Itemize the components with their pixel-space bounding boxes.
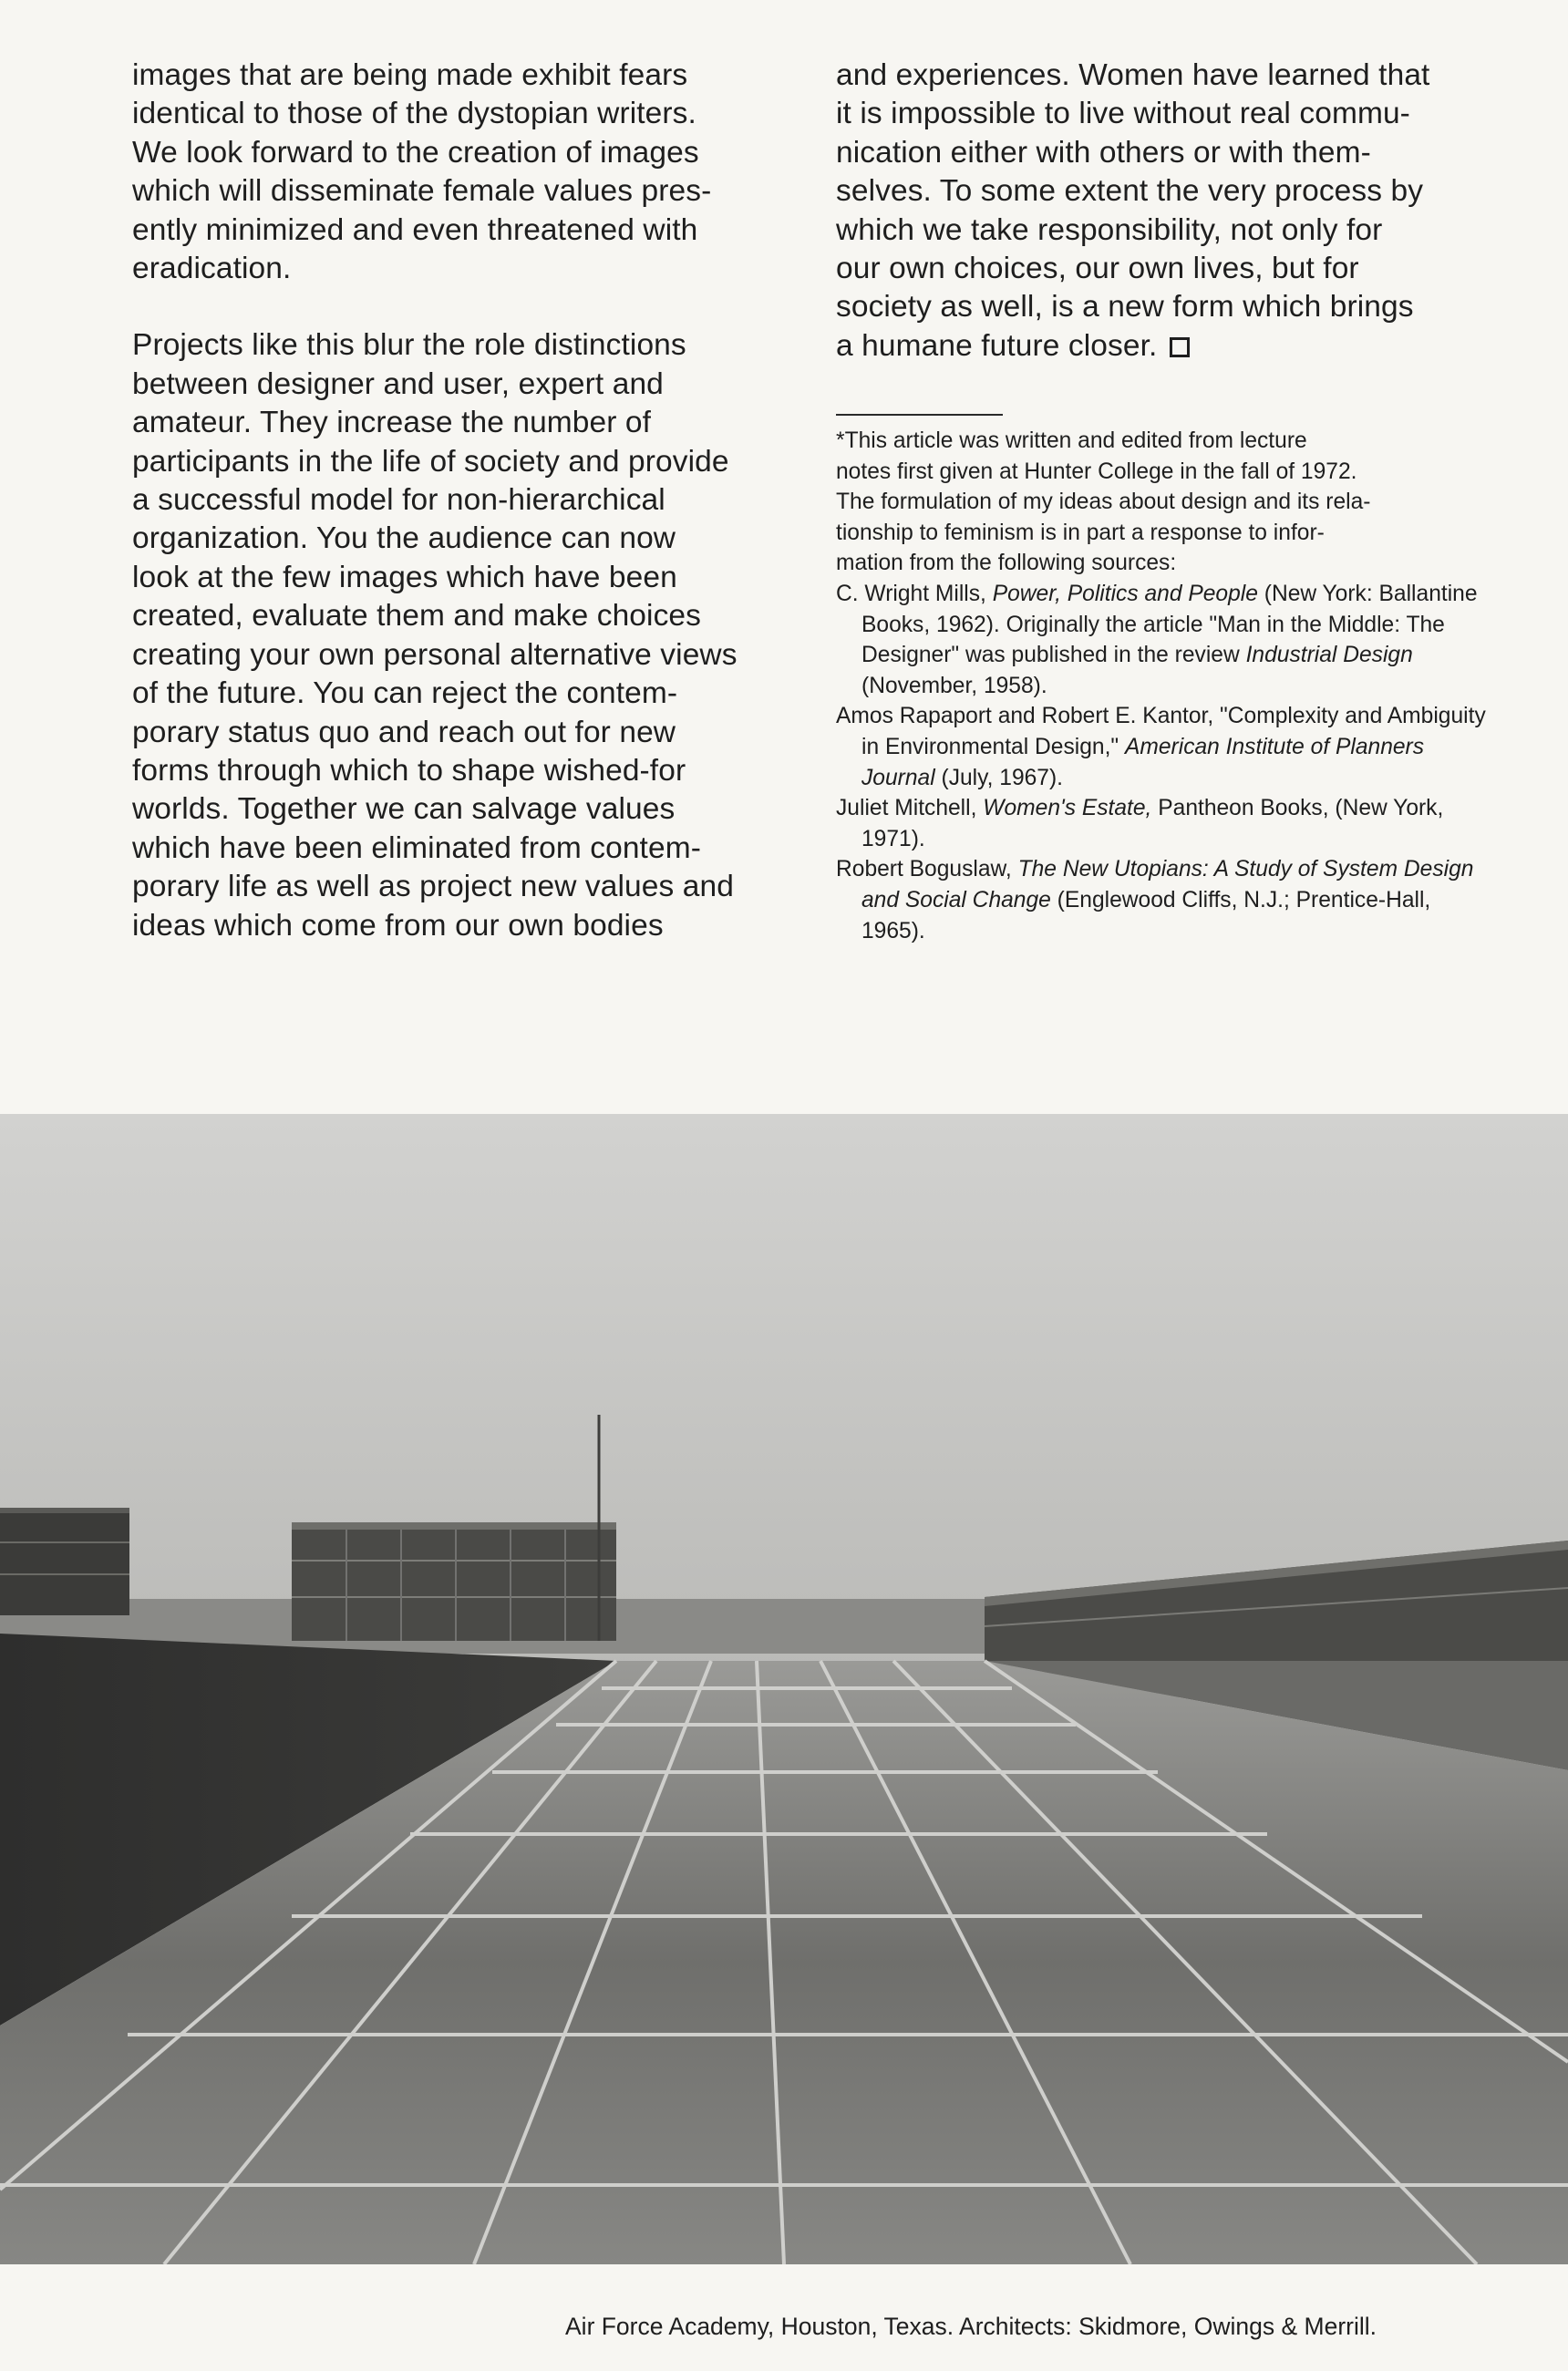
reference-rapaport-kantor: Amos Rapaport and Robert E. Kantor, "Complexity and Ambiguity in Environmental Design," American Institute of Planners Journal (July, 1967). xyxy=(836,704,1486,790)
reference-mills: C. Wright Mills, Power, Politics and People (New York: Ballantine Books, 1962). Originally the article "Man in the Middle: The Designer" was published in the review Industrial Design (November, 1958). xyxy=(836,581,1478,698)
reference-title: Power, Politics and People xyxy=(992,581,1258,606)
reference-boguslaw: Robert Boguslaw, The New Utopians: A Study of System Design and Social Change (Englewood Cliffs, N.J.; Prentice-Hall, 1965). xyxy=(836,857,1474,943)
photo-caption: Air Force Academy, Houston, Texas. Architects: Skidmore, Owings & Merrill. xyxy=(565,2313,1377,2340)
left-paragraph-2: Projects like this blur the role distinctions between designer and user, expert and amateur. They increase the number of participants in the life of society and provide a successful model for non-hierarchical organization. You the audience can now look at the few images which have been created, evaluate them and make choices creating your own personal alternative views of the future. You can reject the contem- porary status quo and reach out for new forms through which to shape wished-for worlds. Together we can salvage values which have been eliminated from contem- porary life as well as project new values and ideas which come from our own bodies xyxy=(132,328,738,943)
reference-mitchell: Juliet Mitchell, Women's Estate, Pantheon Books, (New York, 1971). xyxy=(836,796,1444,851)
footnote-divider xyxy=(836,414,1003,416)
footnote-intro: *This article was written and edited from lecture notes first given at Hunter College in the fall of 1972. The formulation of my ideas about design and its rela- tionship to feminism is in part a response to infor- mation from the following sources: xyxy=(836,428,1371,576)
central-academy-building xyxy=(292,1522,616,1641)
reference-title: Women's Estate, xyxy=(983,796,1152,821)
footnote-block xyxy=(836,426,1492,946)
right-paragraph-1 xyxy=(836,57,1492,366)
reference-title: Industrial Design xyxy=(1245,643,1413,668)
right-text-column xyxy=(836,57,1492,366)
right-paragraph-text: and experiences. Women have learned that it is impossible to live without real commu- nication either with others or with them- selves. To some extent the very process by which we take responsibility, not only for our own choices, our own lives, but for society as well, is a new form which brings a humane future closer. xyxy=(836,58,1430,363)
academy-plaza-photo xyxy=(0,1114,1568,2264)
end-of-article-square-icon xyxy=(1170,337,1190,357)
left-academy-building xyxy=(0,1508,129,1615)
left-text-column xyxy=(132,57,807,945)
reference-title: American Institute of Planners Journal xyxy=(861,734,1425,790)
photo-illustration xyxy=(0,1114,1568,2264)
left-paragraph-1: images that are being made exhibit fears identical to those of the dystopian writers. We look forward to the creation of images which will disseminate female values pres- ently minimized and even threatened with eradication. xyxy=(132,58,712,286)
reference-title: The New Utopians: A Study of System Design and Social Change xyxy=(861,857,1474,912)
